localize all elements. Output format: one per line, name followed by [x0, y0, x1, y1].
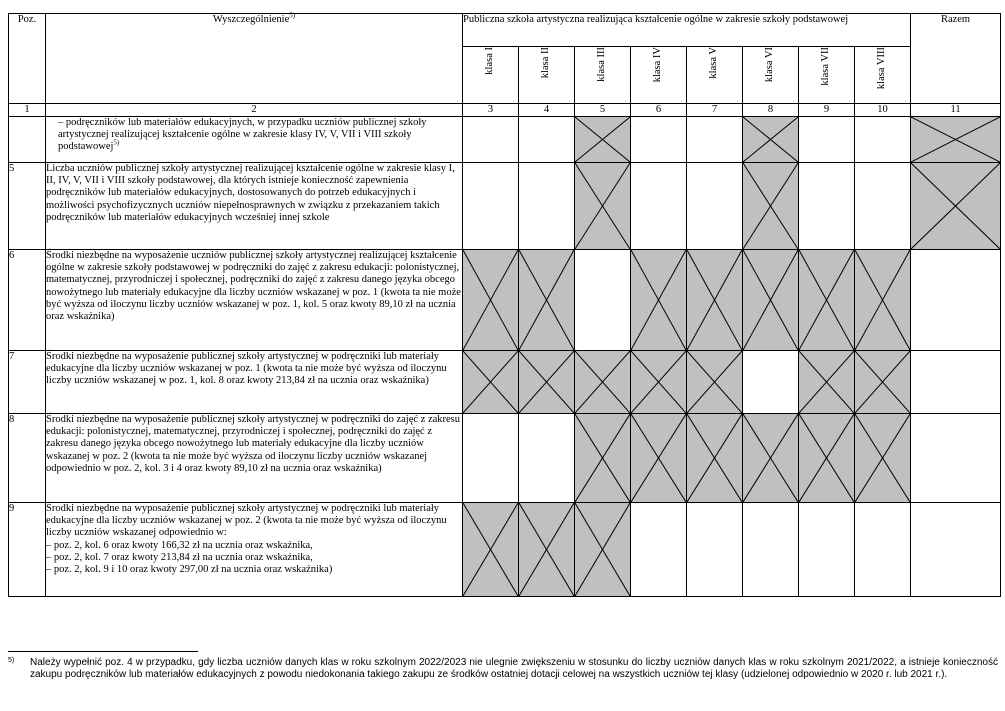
input-cell[interactable]: [631, 117, 687, 163]
row-description-item: – poz. 2, kol. 7 oraz kwoty 213,84 zł na ucznia oraz wskaźnika,: [46, 551, 313, 563]
column-number: 7: [687, 104, 743, 117]
input-cell[interactable]: [855, 163, 911, 250]
column-number: 11: [911, 104, 1001, 117]
header-klasa-label: klasa III: [596, 47, 608, 82]
header-klasa: [631, 47, 687, 104]
table-row: [9, 117, 1001, 163]
crossed-out-cell: [687, 414, 743, 503]
input-cell[interactable]: [855, 117, 911, 163]
input-cell[interactable]: [463, 163, 519, 250]
crossed-out-cell: [519, 351, 575, 414]
crossed-out-cell: [687, 351, 743, 414]
crossed-out-cell: [743, 414, 799, 503]
crossed-out-cell: [743, 117, 799, 163]
input-cell[interactable]: [911, 250, 1001, 351]
crossed-out-cell: [799, 250, 855, 351]
crossed-out-cell: [519, 250, 575, 351]
crossed-out-cell: [855, 414, 911, 503]
crossed-out-cell: [575, 163, 631, 250]
input-cell[interactable]: [463, 414, 519, 503]
row-poz: 6: [9, 250, 46, 351]
column-number: 10: [855, 104, 911, 117]
input-cell[interactable]: [463, 117, 519, 163]
input-cell[interactable]: [855, 503, 911, 597]
input-cell[interactable]: [911, 414, 1001, 503]
table-row: [9, 414, 1001, 503]
row-description-text: Środki niezbędne na wyposażenie publicznej szkoły artystycznej w podręczniki lub materiały edukacyjne dla liczby uczniów wskazanej w poz. 2 (kwota ta nie może być wyższa od iloczynu liczby uczniów wskazanej odpowiednio w:: [46, 503, 447, 539]
input-cell[interactable]: [519, 414, 575, 503]
header-klasa-label: klasa VII: [820, 47, 832, 86]
input-cell[interactable]: [519, 163, 575, 250]
crossed-out-cell: [631, 414, 687, 503]
crossed-out-cell: [631, 250, 687, 351]
row-poz: 8: [9, 414, 46, 503]
header-poz: Poz.: [9, 14, 46, 104]
input-cell[interactable]: [911, 503, 1001, 597]
table-row: [9, 351, 1001, 414]
row-description-text: Liczba uczniów publicznej szkoły artystycznej realizującej kształcenie ogólne w zakresie klasy I, II, IV, V, VII i VIII szkoły podstawowej, dla których istnieje konieczność zapewnienia podręczników lub materiałów edukacyjnych, dostosowanych do potrzeb edukacyjnych i możliwości psychofizycznych uczniów niepełnosprawnych w związku z przekazaniem takich podręczników lub materiałów edukacyjnych wcześniej innej szkole: [46, 163, 455, 223]
crossed-out-cell: [799, 351, 855, 414]
crossed-out-cell: [743, 163, 799, 250]
input-cell[interactable]: [911, 351, 1001, 414]
crossed-out-cell: [911, 163, 1001, 250]
crossed-out-cell: [575, 503, 631, 597]
header-wyszczegolnienie: [46, 11, 463, 104]
header-klasa-label: klasa VIII: [876, 47, 888, 90]
input-cell[interactable]: [799, 503, 855, 597]
input-cell[interactable]: [631, 503, 687, 597]
row-description-text: – podręczników lub materiałów edukacyjnych, w przypadku uczniów publicznej szkoły artystycznej realizującej kształcenie ogólne w zakresie klasy IV, V, VII i VIII szkoły podstawowej: [58, 117, 427, 153]
input-cell[interactable]: [743, 503, 799, 597]
header-klasa-label: klasa IV: [652, 47, 664, 83]
row-description: [46, 351, 463, 414]
crossed-out-cell: [911, 117, 1001, 163]
column-number: 1: [9, 104, 46, 117]
crossed-out-cell: [799, 414, 855, 503]
row-description-text: Środki niezbędne na wyposażenie publicznej szkoły artystycznej w podręczniki do zajęć z zakresu edukacji: polonistycznej, matematycznej, przyrodniczej i społecznej, podręczniki do zajęć z zakresu danego języka obcego nowożytnego lub materiały edukacyjne dla liczby uczniów wskazanej w poz. 2 (kwota ta nie może być wyższa od iloczynu liczby uczniów wskazanej odpowiednio w poz. 2, kol. 3 i 4 oraz kwoty 89,10 zł na ucznia oraz wskaźnika): [46, 414, 461, 474]
input-cell[interactable]: [687, 503, 743, 597]
row-poz: 5: [9, 163, 46, 250]
column-number: 9: [799, 104, 855, 117]
header-klasa-label: klasa I: [484, 47, 496, 75]
row-description-text: Środki niezbędne na wyposażenie publicznej szkoły artystycznej w podręczniki lub materiały edukacyjne dla liczby uczniów wskazanej w poz. 1 (kwota ta nie może być wyższa od iloczynu liczby uczniów wskazanej w poz. 1, kol. 8 oraz kwoty 213,84 zł na ucznia oraz wskaźnika): [46, 351, 447, 387]
input-cell[interactable]: [575, 250, 631, 351]
footnote: [8, 657, 998, 681]
header-klasa-label: klasa V: [708, 47, 720, 79]
header-klasa: [855, 47, 911, 104]
header-klasa-label: klasa II: [540, 47, 552, 79]
crossed-out-cell: [575, 414, 631, 503]
table-row: [9, 163, 1001, 250]
form-table: [8, 13, 1001, 597]
input-cell[interactable]: [799, 163, 855, 250]
footnote-ref: 5): [289, 11, 296, 20]
header-razem: Razem: [911, 14, 1001, 104]
header-klasa-label: klasa VI: [764, 47, 776, 83]
crossed-out-cell: [855, 250, 911, 351]
crossed-out-cell: [463, 351, 519, 414]
row-description-text: Środki niezbędne na wyposażenie uczniów publicznej szkoły artystycznej realizującej kształcenie ogólne w zakresie szkoły podstawowej w podręczniki do zajęć z zakresu edukacji: polonistycznej, matematycznej, przyrodniczej i społecznej, podręczniki do zajęć z zakresu danego języka obcego nowożytnego lub materiały edukacyjne dla liczby uczniów wskazanej w poz. 1 (kwota ta nie może być wyższa od iloczynu liczby uczniów wskazanej w poz. 1, kol. 5 oraz kwoty 89,10 zł na ucznia oraz wskaźnika): [46, 250, 461, 323]
input-cell[interactable]: [631, 163, 687, 250]
footnote-separator: [8, 651, 198, 652]
table-row: [9, 503, 1001, 597]
column-number: 8: [743, 104, 799, 117]
input-cell[interactable]: [799, 117, 855, 163]
row-description-item: – poz. 2, kol. 6 oraz kwoty 166,32 zł na ucznia oraz wskaźnika,: [46, 539, 313, 551]
row-description: [46, 250, 463, 351]
header-klasa: [575, 47, 631, 104]
crossed-out-cell: [575, 117, 631, 163]
input-cell[interactable]: [687, 163, 743, 250]
crossed-out-cell: [575, 351, 631, 414]
input-cell[interactable]: [519, 117, 575, 163]
header-klasa: [687, 47, 743, 104]
column-number: 5: [575, 104, 631, 117]
column-number: 4: [519, 104, 575, 117]
input-cell[interactable]: [743, 351, 799, 414]
input-cell[interactable]: [687, 117, 743, 163]
header-klasa: [463, 47, 519, 104]
row-description-item: – poz. 2, kol. 9 i 10 oraz kwoty 297,00 zł na ucznia oraz wskaźnika): [46, 564, 333, 576]
crossed-out-cell: [687, 250, 743, 351]
crossed-out-cell: [855, 351, 911, 414]
header-klasa: [519, 47, 575, 104]
header-group-title: Publiczna szkoła artystyczna realizująca kształcenie ogólne w zakresie szkoły podstawowej: [463, 14, 911, 47]
row-description: [46, 414, 463, 503]
row-poz: 9: [9, 503, 46, 597]
crossed-out-cell: [463, 250, 519, 351]
row-description: [46, 163, 463, 250]
footnote-mark: 5): [8, 657, 15, 664]
crossed-out-cell: [743, 250, 799, 351]
table-row: [9, 250, 1001, 351]
crossed-out-cell: [519, 503, 575, 597]
column-number: 6: [631, 104, 687, 117]
header-wyszczegolnienie-label: Wyszczególnienie: [212, 14, 290, 25]
header-klasa: [743, 47, 799, 104]
row-description: [46, 503, 463, 597]
column-number: 3: [463, 104, 519, 117]
footnote-text: Należy wypełnić poz. 4 w przypadku, gdy liczba uczniów danych klas w roku szkolnym 2022/2023 nie ulegnie zwiększeniu w stosunku do liczby uczniów danych klas w roku szkolnym 2021/2022, a istnieje konieczność zakupu podręczników lub materiałów edukacyjnych z powodu niedokonania takiego zakupu ze środków ostatniej dotacji celowej na wszystkich uczniów tej klasy (udzielonej odpowiednio w 2020 r. lub 2021 r.).: [30, 657, 998, 680]
crossed-out-cell: [463, 503, 519, 597]
crossed-out-cell: [631, 351, 687, 414]
column-number: 2: [46, 104, 463, 117]
row-poz: [9, 117, 46, 163]
row-poz: 7: [9, 351, 46, 414]
footnote-ref: 5): [113, 138, 120, 147]
row-description: [46, 117, 463, 163]
header-klasa: [799, 47, 855, 104]
